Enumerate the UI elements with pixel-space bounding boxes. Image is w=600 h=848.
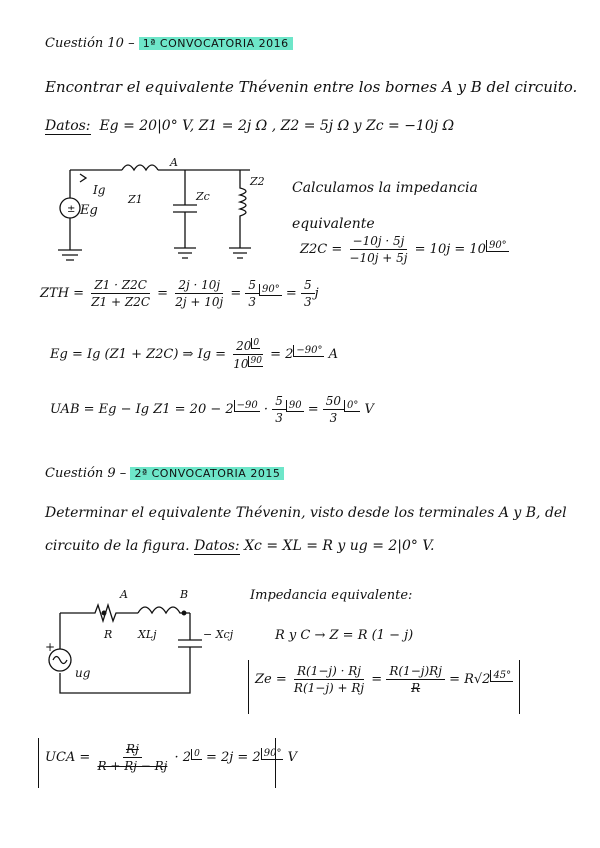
q10-calc-note: Calculamos la impedancia equivalente: [292, 180, 478, 232]
q10-heading: [45, 36, 293, 51]
uab-rd: 3: [329, 411, 338, 425]
uab-a1: −90: [234, 400, 260, 412]
q10-zth-eq: ZTH = $\frac{Z1 \cdot Z2C}{Z1 + Z2C}$ = $\frac{2j \cdot 10j}{2j + 10j}$ = $\frac{5}{3}$ $^{90^\circ}$ = $\frac{5}{3}$ j: [40, 278, 319, 309]
zth-num1: Z1 · Z2C: [91, 278, 150, 294]
uca-a1: 0: [191, 749, 202, 760]
q9-uca-eq: [45, 742, 297, 773]
q9-imp-title: Impedancia equivalente:: [250, 588, 413, 603]
resistor-icon: [60, 605, 138, 621]
inductor-z1-icon: [122, 165, 158, 170]
q9-ze-eq: [255, 664, 513, 695]
q9-circuit: [50, 595, 250, 715]
ze-eq: =: [371, 672, 383, 687]
uab-fn: 5: [272, 394, 286, 410]
uca-a2: 90°: [261, 748, 284, 760]
zth-d3: 3: [248, 295, 257, 309]
zth-den1: Z1 + Z2C: [91, 295, 151, 309]
zth-n3: 5: [245, 278, 259, 294]
zth-num2: 2j · 10j: [175, 278, 223, 294]
z2c-num: −10j · 5j: [350, 234, 408, 250]
q9-statement2-row: [45, 538, 434, 554]
q10-statement: Encontrar el equivalente Thévenin entre los bornes A y B del circuito.: [45, 78, 578, 96]
uca-rhs: = 2j = 2: [205, 750, 261, 765]
q9-label-xl: XLj: [138, 628, 157, 641]
svg-text:±: ±: [67, 204, 76, 215]
zth-lhs: ZTH =: [40, 286, 85, 301]
eg-lhs: Eg = Ig (Z1 + Z2C) ⇒ Ig =: [50, 347, 227, 362]
ze-angle: 45°: [490, 670, 513, 682]
q10-tag: 1ª CONVOCATORIA 2016: [139, 37, 293, 50]
q10-datos-row: [45, 118, 454, 134]
q9-label-a: A: [120, 588, 128, 601]
zth-den2: 2j + 10j: [175, 295, 224, 309]
uab-rn: 50: [323, 394, 344, 410]
uca-lhs: UCA =: [45, 750, 91, 765]
q10-datos-label: Datos:: [45, 118, 91, 134]
q10-label-ig: Ig: [93, 183, 106, 197]
ze-den2: R: [411, 681, 421, 695]
uca-unit: V: [287, 750, 297, 765]
uab-unit: V: [364, 402, 374, 417]
ze-num: R(1−j) · Rj: [294, 664, 364, 680]
eg-den: 10: [233, 357, 249, 371]
q10-label-a: A: [170, 156, 178, 169]
z2c-den: −10j + 5j: [349, 251, 408, 265]
uab-mid: ·: [263, 402, 269, 417]
zth-angle: 90°: [259, 284, 282, 296]
q10-label-z1: Z1: [128, 193, 143, 206]
q10-z2c-eq: [300, 234, 509, 265]
q9-label-ug: ug: [75, 666, 91, 680]
q9-label-b: B: [180, 588, 189, 601]
q9-heading-text: Cuestión 9 –: [45, 466, 127, 481]
uab-res-angle: 0°: [344, 400, 360, 412]
q9-statement2: circuito de la figura.: [45, 538, 190, 554]
eg-num: 20: [236, 339, 252, 353]
eg-rhs: = 2: [270, 347, 294, 362]
zth-d4: 3: [303, 295, 312, 309]
uab-eq: =: [307, 402, 319, 417]
uca-den: R + Rj − Rj: [97, 759, 168, 773]
uab-a2: 90: [286, 400, 304, 412]
uca-num: Rj: [123, 742, 142, 758]
uab-lhs: UAB = Eg − Ig Z1 = 20 − 2: [50, 402, 234, 417]
ze-lhs: Ze =: [255, 672, 287, 687]
z2c-lhs: Z2C =: [300, 242, 343, 257]
z2c-angle: 90°: [486, 240, 509, 252]
eg-den-angle: 90: [250, 356, 262, 366]
q9-label-r: R: [104, 628, 113, 641]
q10-heading-text: Cuestión 10 –: [45, 36, 135, 51]
q10-uab-eq: [50, 394, 374, 425]
eg-rhs-angle: −90°: [293, 345, 324, 357]
zth-tail: j: [314, 286, 319, 301]
q10-datos: Eg = 20|0° V, Z1 = 2j Ω , Z2 = 5j Ω y Zc = −10j Ω: [99, 118, 455, 134]
q9-datos: Xc = XL = R y ug = 2|0° V.: [244, 538, 435, 554]
q10-label-z2: Z2: [250, 175, 265, 188]
q9-datos-label: Datos:: [194, 538, 240, 554]
q10-eg-eq: [50, 338, 338, 371]
eg-num-angle: 0: [253, 338, 260, 348]
uab-fd: 3: [275, 411, 283, 425]
q10-label-zc: Zc: [196, 190, 210, 203]
q10-label-eg: Eg: [80, 203, 98, 218]
zth-n4: 5: [301, 278, 315, 294]
inductor-z2-icon: [229, 170, 251, 258]
eg-unit: A: [328, 347, 339, 362]
q9-ryc: R y C → Z = R (1 − j): [275, 628, 414, 643]
q9-statement1: Determinar el equivalente Thévenin, visto desde los terminales A y B, del: [45, 505, 567, 521]
q9-tag: 2ª CONVOCATORIA 2015: [130, 467, 284, 480]
uca-mid: · 2: [174, 750, 192, 765]
ze-rhs: = R√2: [449, 672, 491, 687]
q9-label-xc: − Xcj: [203, 628, 234, 641]
q9-label-plus: +: [45, 640, 56, 654]
q9-heading: [45, 466, 284, 481]
ze-num2: R(1−j)Rj: [386, 664, 445, 680]
capacitor-xc-icon: [60, 613, 202, 693]
z2c-rhs: = 10j = 10: [414, 242, 486, 257]
capacitor-icon: [173, 170, 197, 258]
ze-den: R(1−j) + Rj: [293, 681, 365, 695]
